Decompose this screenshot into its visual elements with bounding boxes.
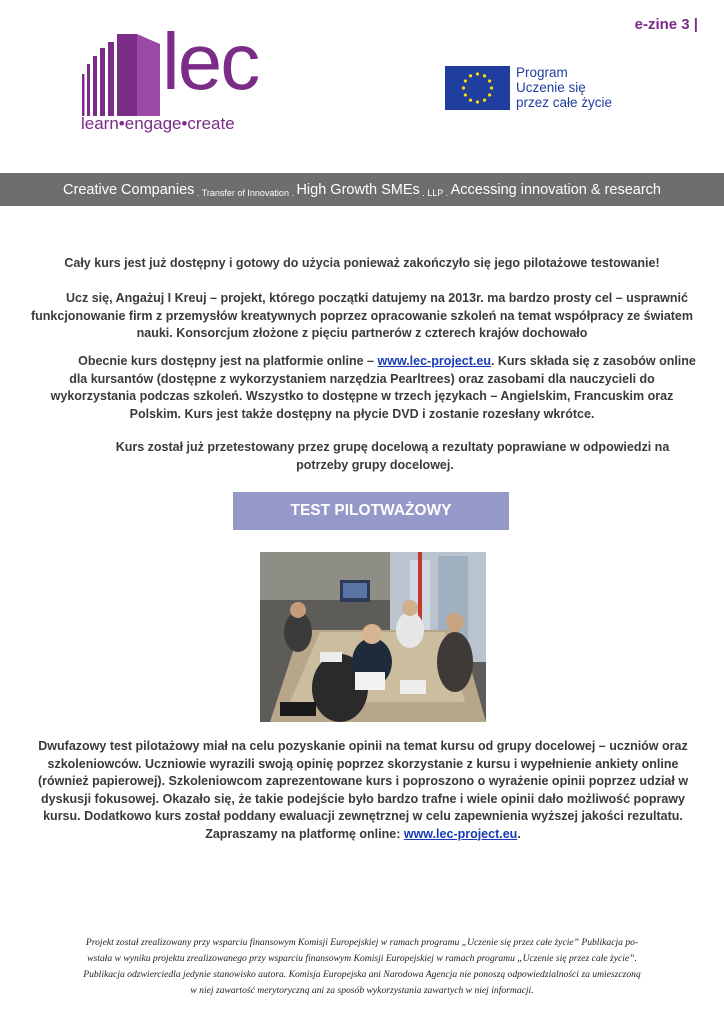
banner-accessing-innovation: Accessing innovation & research (450, 182, 661, 198)
intro-paragraph: Cały kurs jest już dostępny i gotowy do użycia ponieważ zakończyło się jego pilotażowe testowanie! (64, 256, 660, 270)
paragraph-text: Obecnie kurs dostępny jest na platformie online – (78, 354, 378, 368)
disclaimer-line: Projekt został zrealizowany przy wsparciu finansowym Komisji Europejskiej w ramach programu „Uczenie się przez całe życie” Publikacja po- (85, 937, 639, 948)
banner-high-growth: High Growth SMEs (296, 182, 420, 198)
disclaimer-line: Publikacja odzwierciedla jedynie stanowisko autora. Komisja Europejska ani Narodowa Agencja nie ponoszą odpowiedzialności za umieszczoną (83, 969, 641, 980)
eu-program-line: Uczenie się (516, 80, 586, 95)
eu-program-label (516, 65, 612, 110)
tested-paragraph: Kurs został już przetestowany przez grupę docelową a rezultaty poprawiane w odpowiedzi na potrzeby grupy docelowej. (115, 440, 670, 472)
paragraph-text: . Kurs składa się z zasobów online dla kursantów (dostępne z wykorzystaniem narzędzia Pearltrees) oraz zasobami dla nauczycieli do wykorzystania podczas szkoleń. Wszystko to dostępne w trzech językach – Angielskim, Francuskim oraz Polskim. Kurs jest także dostępny na płycie DVD i zostanie rozesłany wkrótce. (50, 354, 696, 421)
paragraph-text: Dwufazowy test pilotażowy miał na celu pozyskanie opinii na temat kursu od grupy docelowej – uczniów oraz szkoleniowców. Uczniowie wyrazili swoją opinię poprzez skorzystanie z kursu i wypełnienie ankiety online (również papierowej). Szkoleniowcom zaprezentowane kurs i poproszono o wyrażenie opinii poprzez udział w dyskusji fokusowej. Okazało się, że takie podejście było bardzo trafne i wiele opinii dało możliwość poprawy kursu. Dodatkowo kurs został poddany ewaluacji zewnętrznej w celu zapewnienia wyższej jakości rezultatu. Zapraszamy na platformę online: (37, 739, 689, 841)
banner-separator: . LLP . (419, 188, 451, 198)
lec-project-link[interactable]: www.lec-project.eu (403, 826, 518, 841)
logo-tagline: learn•engage•create (81, 114, 235, 133)
disclaimer-line: w niej zawartość merytoryczną ani za sposób wykorzystania zawartych w niej informacji. (190, 985, 534, 996)
pilot-test-paragraph (36, 738, 690, 843)
banner-separator: . Transfer of Innovation . (194, 188, 297, 198)
pilot-test-photo (260, 552, 486, 722)
eu-flag-icon (445, 66, 510, 110)
eu-program-line: przez całe życie (516, 95, 613, 110)
lec-project-link[interactable]: www.lec-project.eu (377, 354, 491, 368)
disclaimer-line: wstała w wyniku projektu zrealizowanego przy wsparciu finansowym Komisji Europejskiej w ramach programu „Uczenie się przez całe życie”. (87, 953, 637, 964)
test-pilot-heading: TEST PILOTWAŻOWY (233, 492, 509, 530)
funding-disclaimer (30, 935, 694, 999)
logo-wordmark: lec (162, 17, 259, 106)
project-paragraph: Ucz się, Angażuj I Kreuj – projekt, którego początki datujemy na 2013r. ma bardzo prosty cel – usprawnić funkcjonowanie firm z przemysłów kreatywnych poprzez opracowanie szkoleń na temat współpracy ze światem nauki. Konsorcjum złożone z pięciu partnerów z czterech krajów dochowało (31, 291, 693, 340)
ezine-label: e-zine 3 | (634, 16, 698, 33)
platform-paragraph (28, 353, 696, 423)
paragraph-text: . (517, 826, 521, 841)
banner-creative-companies: Creative Companies (63, 182, 195, 198)
eu-program-line: Program (516, 65, 568, 80)
project-banner (0, 173, 724, 206)
